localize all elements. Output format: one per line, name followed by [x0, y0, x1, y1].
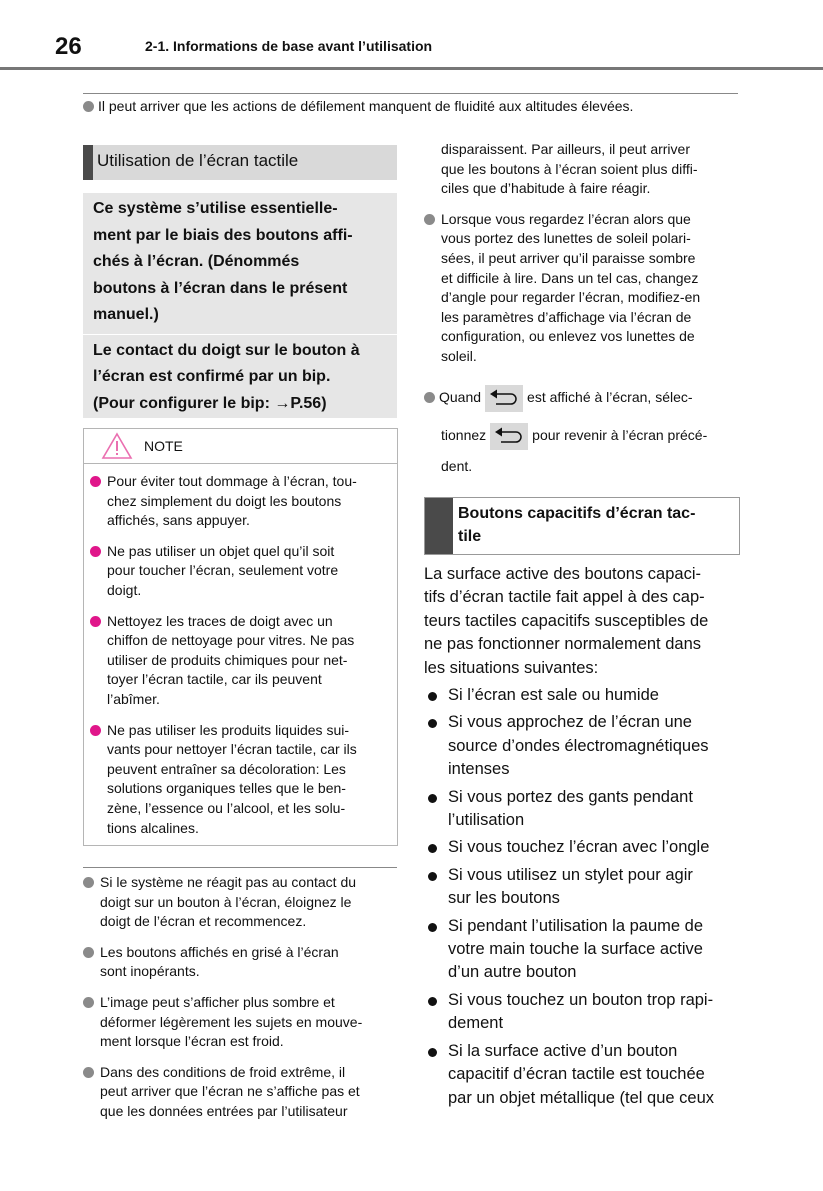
note-item: Ne pas utiliser les produits liquides sui- vants pour nettoyer l’écran tactile, car ils peuvent entraîner sa décoloration: Les solutions organiques telles que le ben- zène, l’essence ou l’alcool, et les solu- tions alcalines. — [90, 721, 387, 839]
note-item: Ne pas utiliser un objet quel qu’il soit pour toucher l’écran, seulement votre doigt. — [90, 542, 387, 601]
info-list — [83, 873, 397, 1133]
list-item: Si vous approchez de l’écran une source d’ondes électromagnétiques intenses — [424, 711, 744, 781]
divider — [83, 867, 397, 868]
list-item: Si vous touchez un bouton trop rapi- dement — [424, 989, 744, 1036]
top-note-text: Il peut arriver que les actions de défilement manquent de fluidité aux altitudes élevées. — [98, 98, 634, 114]
bullet-icon — [90, 476, 101, 487]
key-info-box — [83, 193, 397, 418]
warning-icon — [101, 432, 133, 460]
conditions-list — [424, 684, 744, 1114]
section-heading-text: Utilisation de l’écran tactile — [97, 151, 299, 170]
note-item: Pour éviter tout dommage à l’écran, tou- chez simplement du doigt les boutons affichés, sans appuyer. — [90, 472, 387, 531]
bullet-icon — [90, 725, 101, 736]
list-item: Si vous utilisez un stylet pour agir sur les boutons — [424, 864, 744, 911]
note-item: Nettoyez les traces de doigt avec un chiffon de nettoyage pour vitres. Ne pas utiliser de produits chimiques pour net- toyer l’écran tactile, car ils peuvent l’abîmer. — [90, 612, 387, 710]
section-heading-text: Boutons capacitifs d’écran tac- tile — [458, 505, 696, 545]
bullet-icon — [83, 877, 94, 888]
list-item: Si pendant l’utilisation la paume de votre main touche la surface active d’un autre bouton — [424, 915, 744, 985]
continuation-text: disparaissent. Par ailleurs, il peut arriver que les boutons à l’écran soient plus diffi- ciles que d’habitude à faire réagir. — [441, 141, 698, 197]
back-arrow-icon — [485, 385, 523, 412]
note-title: NOTE — [144, 438, 183, 454]
divider — [83, 93, 738, 94]
bullet-icon — [83, 101, 94, 112]
bullet-icon — [90, 546, 101, 557]
info-item: Dans des conditions de froid extrême, il peut arriver que l’écran ne s’affiche pas et que les données entrées par l’utilisateur — [83, 1063, 397, 1122]
note-box — [83, 428, 398, 846]
bullet-icon — [83, 997, 94, 1008]
top-note — [83, 97, 633, 117]
bullet-icon — [424, 392, 435, 403]
chapter-title: 2-1. Informations de base avant l’utilisation — [145, 38, 433, 54]
list-item: Si vous touchez l’écran avec l’ongle — [424, 836, 744, 859]
info-item: Les boutons affichés en grisé à l’écran sont inopérants. — [83, 943, 397, 982]
bullet-icon — [83, 1067, 94, 1078]
bullet-icon — [90, 616, 101, 627]
page-number: 26 — [55, 33, 82, 60]
info-item: L’image peut s’afficher plus sombre et déformer légèrement les sujets en mouve- ment lorsque l’écran est froid. — [83, 993, 397, 1052]
header-rule — [0, 67, 823, 70]
section-heading — [83, 145, 397, 180]
info-item: Lorsque vous regardez l’écran alors que vous portez des lunettes de soleil polari- sées, il peut arriver qu’il paraisse sombre et difficile à lire. Dans un tel cas, changez d’angle pour regarder l’écran, modifiez-en les paramètres d’affichage via l’écran de configuration, ou enlevez vos lunettes de soleil. — [424, 210, 744, 367]
key-info-2: Le contact du doigt sur le bouton à l’écran est confirmé par un bip. (Pour configurer le bip: →P.56) — [93, 341, 360, 412]
key-info-1: Ce système s’utilise essentielle- ment par le biais des boutons affi- chés à l’écran. (Dénommés boutons à l’écran dans le présent manuel.) — [93, 200, 353, 323]
section-heading-capacitive — [424, 497, 740, 555]
back-button-info: Quand est affiché à l’écran, sélec- tionnez pour revenir à l’écran précé- dent. — [424, 378, 744, 478]
list-item: Si la surface active d’un bouton capacitif d’écran tactile est touchée par un objet métallique (tel que ceux — [424, 1040, 744, 1110]
bullet-icon — [424, 214, 435, 225]
list-item: Si vous portez des gants pendant l’utilisation — [424, 786, 744, 833]
bullet-icon — [83, 947, 94, 958]
back-arrow-icon — [490, 423, 528, 450]
info-item: Si le système ne réagit pas au contact du doigt sur un bouton à l’écran, éloignez le doigt de l’écran et recommencez. — [83, 873, 397, 932]
list-item: Si l’écran est sale ou humide — [424, 684, 744, 707]
intro-text: La surface active des boutons capaci- tifs d’écran tactile fait appel à des cap- teurs tactiles capacitifs susceptibles de ne pas fonctionner normalement dans les situations suivantes: — [424, 565, 709, 677]
